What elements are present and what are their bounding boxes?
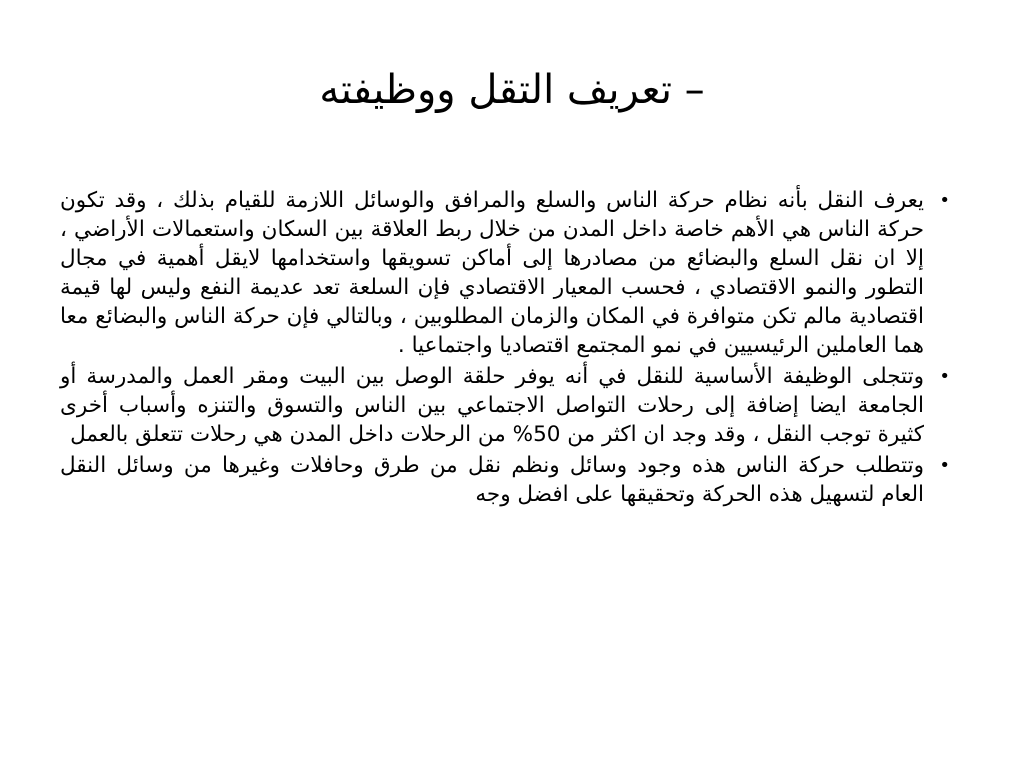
bullet-list	[60, 186, 964, 511]
bullet-item	[60, 451, 964, 509]
bullet-dot-icon: •	[939, 190, 950, 211]
bullet-item	[60, 186, 964, 360]
bullet-text: يعرف النقل بأنه نظام حركة الناس والسلع والمرافق والوسائل اللازمة للقيام بذلك ، وقد تكون حركة الناس هي الأهم خاصة داخل المدن من خلال ربط العلاقة بين السكان واستعمالات الأراضي ، إلا ان نقل السلع والبضائع من مصادرها إلى أماكن تسويقها واستخدامها لايقل أهمية في مجال التطور والنمو الاقتصادي ، فحسب المعيار الاقتصادي فإن السلعة تعد عديمة النفع وليس لها قيمة اقتصادية مالم تكن متوافرة في المكان والزمان المطلوبين ، وبالتالي فإن حركة الناس والبضائع معا هما العاملين الرئيسيين في نمو المجتمع اقتصاديا واجتماعيا .	[60, 188, 924, 358]
bullet-text: وتتطلب حركة الناس هذه وجود وسائل ونظم نقل من طرق وحافلات وغيرها من وسائل النقل العام لتسهيل هذه الحركة وتحقيقها على افضل وجه	[60, 453, 924, 507]
bullet-item	[60, 362, 964, 449]
bullet-text: وتتجلى الوظيفة الأساسية للنقل في أنه يوفر حلقة الوصل بين البيت ومقر العمل والمدرسة أو الجامعة ايضا إضافة إلى رحلات التواصل الاجتماعي بين الناس والتسوق والتنزه وأسباب أخرى كثيرة توجب النقل ، وقد وجد ان اكثر من 50% من الرحلات داخل المدن هي رحلات تتعلق بالعمل	[60, 364, 924, 447]
slide-title: – تعريف التقل ووظيفته	[319, 67, 705, 113]
bullet-dot-icon: •	[939, 366, 950, 387]
bullet-dot-icon: •	[939, 455, 950, 476]
